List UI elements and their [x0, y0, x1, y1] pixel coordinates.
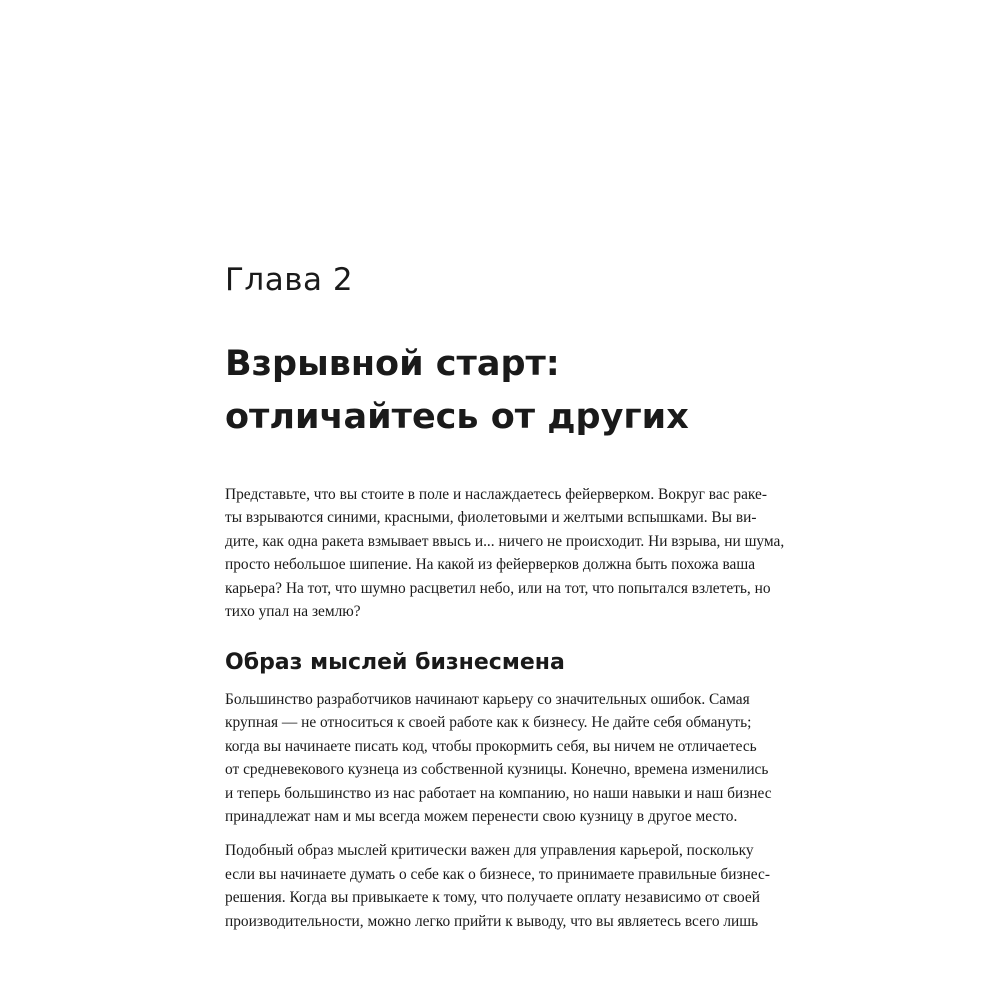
section-heading: Образ мыслей бизнесмена [225, 650, 565, 675]
text-line: когда вы начинаете писать код, чтобы прокормить себя, вы ничем не отличаетесь [225, 737, 757, 755]
chapter-title-line: Взрывной старт: [225, 344, 560, 384]
intro-paragraph [225, 483, 785, 623]
book-page [225, 0, 785, 1000]
text-line: Большинство разработчиков начинают карьеру со значительных ошибок. Самая [225, 691, 750, 708]
text-line: дите, как одна ракета взмывает ввысь и... ничего не происходит. Ни взрыва, ни шума, [225, 532, 785, 550]
chapter-label: Глава 2 [225, 262, 354, 298]
text-line: Подобный образ мыслей критически важен для управления карьерой, поскольку [225, 842, 754, 860]
section-body [225, 688, 785, 933]
text-line: решения. Когда вы привыкаете к тому, что получаете оплату независимо от своей [225, 889, 760, 907]
body-paragraph [225, 688, 785, 828]
text-line: от средневекового кузнеца из собственной кузницы. Конечно, времена изменились [225, 761, 769, 779]
intro-section [225, 483, 785, 623]
body-paragraph [225, 839, 785, 933]
chapter-title-line: отличайтесь от других [225, 397, 689, 437]
text-line: тихо упал на землю? [225, 603, 361, 621]
text-line: и теперь большинство из нас работает на компанию, но наши навыки и наш бизнес [225, 784, 772, 802]
text-line: просто небольшое шипение. На какой из фейерверков должна быть похожа ваша [225, 556, 756, 574]
text-line: ты взрываются синими, красными, фиолетовыми и желтыми вспышками. Вы ви- [225, 509, 757, 527]
chapter-title [225, 338, 785, 444]
text-line: принадлежат нам и мы всегда можем перенести свою кузницу в другое место. [225, 808, 738, 826]
text-line: карьера? На тот, что шумно расцветил небо, или на тот, что попытался взлететь, но [225, 579, 771, 597]
text-line: производительности, можно легко прийти к выводу, что вы являетесь всего лишь [225, 912, 759, 930]
text-line: Представьте, что вы стоите в поле и наслаждаетесь фейерверком. Вокруг вас раке- [225, 486, 767, 503]
text-line: если вы начинаете думать о себе как о бизнесе, то принимаете правильные бизнес- [225, 865, 770, 883]
text-line: крупная — не относиться к своей работе как к бизнесу. Не дайте себя обмануть; [225, 714, 752, 732]
